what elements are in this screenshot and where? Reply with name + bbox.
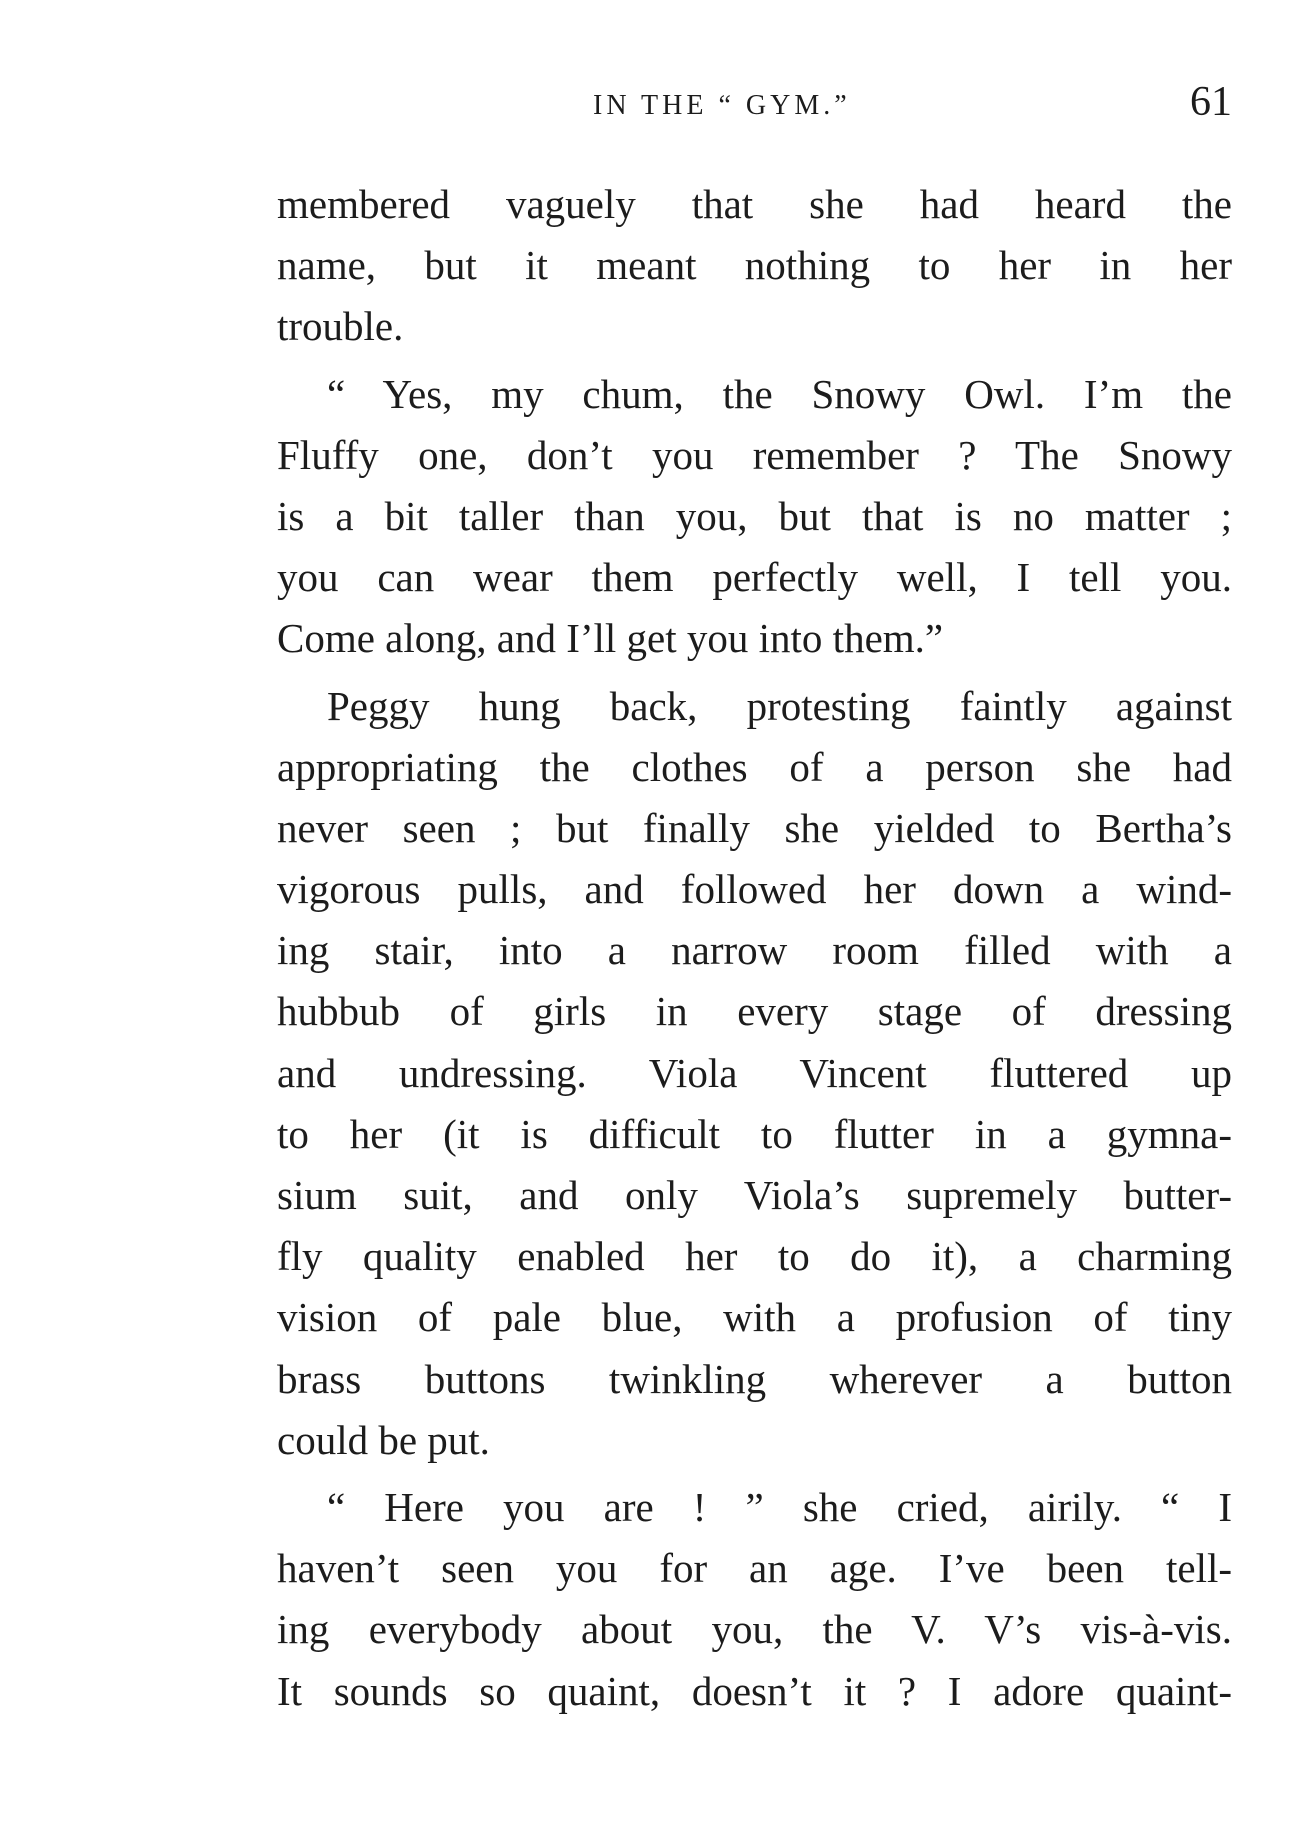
- text-line: hubbub of girls in every stage of dressing: [277, 988, 1232, 1035]
- page-number: 61: [1190, 79, 1232, 125]
- text-line: “ Yes, my chum, the Snowy Owl. I’m the: [327, 370, 1232, 417]
- body-text: [277, 174, 1232, 1722]
- text-line: appropriating the clothes of a person she had: [277, 743, 1232, 790]
- text-line: and undressing. Viola Vincent fluttered up: [277, 1049, 1232, 1096]
- text-line: never seen ; but finally she yielded to Bertha’s: [277, 804, 1232, 851]
- text-line: “ Here you are ! ” she cried, airily. “ I: [327, 1483, 1232, 1530]
- running-head: [277, 79, 1232, 134]
- text-line: could be put.: [277, 1416, 490, 1463]
- text-line: It sounds so quaint, doesn’t it ? I adore quaint-: [277, 1667, 1232, 1714]
- text-line: Come along, and I’ll get you into them.”: [277, 615, 944, 662]
- text-line: membered vaguely that she had heard the: [277, 181, 1232, 227]
- text-line: ing stair, into a narrow room filled with a: [277, 927, 1232, 974]
- text-line: brass buttons twinkling wherever a button: [277, 1355, 1232, 1402]
- text-line: is a bit taller than you, but that is no matter ;: [277, 492, 1232, 539]
- text-line: Peggy hung back, protesting faintly against: [327, 682, 1232, 729]
- text-line: Fluffy one, don’t you remember ? The Snowy: [277, 431, 1232, 478]
- text-line: ing everybody about you, the V. V’s vis-à-vis.: [277, 1606, 1232, 1653]
- text-line: haven’t seen you for an age. I’ve been tell-: [277, 1545, 1232, 1592]
- text-line: to her (it is difficult to flutter in a gymna-: [277, 1110, 1232, 1157]
- text-line: you can wear them perfectly well, I tell you.: [277, 554, 1232, 601]
- text-line: name, but it meant nothing to her in her: [277, 242, 1232, 289]
- text-line: trouble.: [277, 303, 404, 350]
- chapter-title: IN THE “ GYM.”: [593, 90, 851, 121]
- text-line: vigorous pulls, and followed her down a wind-: [277, 866, 1232, 913]
- text-line: fly quality enabled her to do it), a charming: [277, 1233, 1232, 1280]
- text-line: vision of pale blue, with a profusion of tiny: [277, 1294, 1232, 1341]
- text-line: sium suit, and only Viola’s supremely butter-: [277, 1172, 1232, 1218]
